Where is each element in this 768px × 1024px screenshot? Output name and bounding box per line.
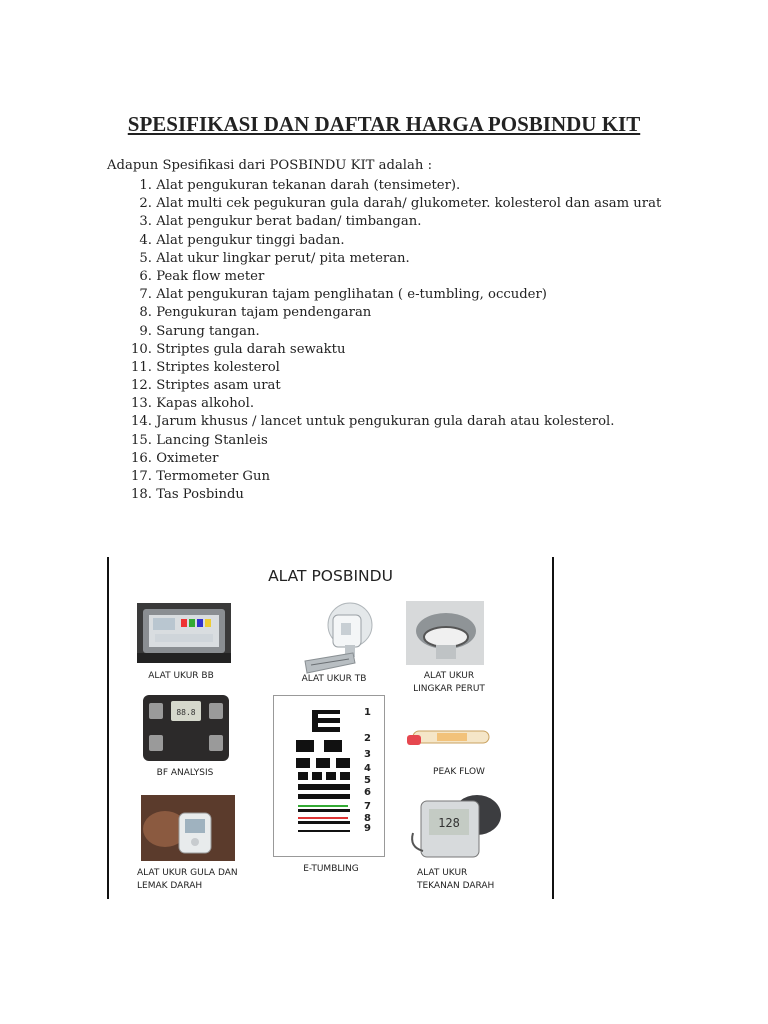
spec-item-text: Striptes asam urat [156, 378, 281, 394]
spec-item [107, 450, 661, 468]
e-tumbling-row-number: 1 [364, 707, 371, 718]
e-tumbling-row-number: 4 [364, 763, 371, 774]
waist-tape-photo [406, 601, 484, 665]
e-tumbling-row-number: 8 [364, 813, 371, 824]
label-lingkar-line2: LINGKAR PERUT [413, 684, 485, 694]
label-lingkar-line1: ALAT UKUR [423, 671, 475, 681]
spec-item-number: 15. [131, 432, 152, 448]
document-title: SPESIFIKASI DAN DAFTAR HARGA POSBINDU KIT [127, 112, 641, 136]
spec-item-text: Alat pengukuran tekanan darah (tensimeter). [156, 178, 461, 193]
label-gula-line2: LEMAK DARAH [137, 881, 203, 891]
spec-item-text: Oximeter [156, 450, 219, 466]
height-meter-photo [295, 601, 381, 675]
peak-flow-photo [407, 717, 493, 757]
spec-item-text: Termometer Gun [156, 469, 270, 484]
spec-item-text: Tas Posbindu [156, 487, 244, 503]
spec-item-text: Peak flow meter [156, 268, 265, 284]
label-tekanan-darah [417, 867, 517, 893]
label-gula-darah [137, 867, 249, 893]
spec-item-number: 6. [139, 268, 152, 284]
spec-item [107, 286, 661, 304]
spec-item-number: 10. [131, 341, 152, 357]
spec-item [107, 304, 661, 322]
spec-list [107, 177, 661, 504]
spec-item [107, 232, 661, 250]
label-peak-flow: PEAK FLOW [433, 767, 485, 777]
spec-item-number: 12. [131, 378, 152, 394]
spec-item-number: 8. [139, 305, 152, 321]
e-tumbling-row-number: 5 [364, 775, 371, 786]
spec-item [107, 432, 661, 450]
spec-item [107, 486, 661, 504]
spec-item [107, 413, 661, 431]
spec-item-number: 13. [131, 396, 152, 412]
spec-item [107, 359, 661, 377]
intro-text: Adapun Spesifikasi dari POSBINDU KIT adalah : [107, 158, 433, 173]
e-tumbling-row-number: 3 [364, 749, 371, 760]
spec-item-number: 14. [131, 414, 152, 430]
posbindu-figure [107, 557, 554, 899]
spec-item [107, 323, 661, 341]
spec-item [107, 250, 661, 268]
figure-title: ALAT POSBINDU [268, 567, 393, 585]
spec-item-number: 2. [139, 196, 152, 212]
spec-item [107, 468, 661, 486]
spec-item [107, 195, 661, 213]
spec-item-text: Alat multi cek pegukuran gula darah/ glukometer. kolesterol dan asam urat [156, 196, 662, 212]
spec-item-text: Alat pengukur berat badan/ timbangan. [156, 214, 422, 230]
spec-item-number: 1. [139, 178, 152, 193]
e-tumbling-row-number: 7 [364, 801, 371, 812]
spec-item-number: 16. [131, 450, 152, 466]
label-alat-ukur-bb: ALAT UKUR BB [148, 671, 214, 681]
spec-item [107, 377, 661, 395]
spec-item-text: Striptes kolesterol [156, 359, 280, 375]
label-tekanan-line2: TEKANAN DARAH [417, 881, 495, 891]
spec-item-text: Striptes gula darah sewaktu [156, 341, 346, 357]
svg-text:88.8: 88.8 [176, 708, 196, 717]
spec-item [107, 395, 661, 413]
spec-item-number: 5. [139, 250, 152, 266]
label-bf-analysis: BF ANALYSIS [156, 768, 214, 778]
spec-item-text: Pengukuran tajam pendengaran [156, 305, 372, 321]
weight-scale-photo [137, 603, 231, 663]
label-lingkar-perut [399, 670, 499, 696]
spec-item-text: Alat pengukuran tajam penglihatan ( e-tumbling, occuder) [156, 287, 547, 303]
spec-item-text: Kapas alkohol. [156, 396, 255, 412]
e-tumbling-row-number: 6 [364, 787, 371, 798]
label-tekanan-line1: ALAT UKUR [417, 868, 468, 878]
glucose-meter-photo [141, 795, 235, 861]
blood-pressure-monitor-photo [407, 787, 503, 863]
spec-item-number: 18. [131, 487, 152, 503]
spec-item-text: Sarung tangan. [156, 323, 260, 339]
spec-item [107, 341, 661, 359]
spec-item-text: Alat ukur lingkar perut/ pita meteran. [156, 250, 410, 266]
spec-item-number: 7. [139, 287, 152, 303]
spec-item-number: 11. [131, 359, 152, 375]
spec-item-number: 17. [131, 469, 152, 484]
spec-item-number: 3. [139, 214, 152, 230]
spec-item [107, 268, 661, 286]
e-tumbling-row-number: 2 [364, 733, 371, 744]
svg-text:128: 128 [438, 816, 460, 830]
label-alat-ukur-tb: ALAT UKUR TB [301, 674, 367, 684]
bf-analysis-photo [143, 695, 229, 761]
spec-item-number: 9. [139, 323, 152, 339]
label-e-tumbling: E-TUMBLING [303, 864, 359, 874]
spec-item-text: Jarum khusus / lancet untuk pengukuran gula darah atau kolesterol. [156, 414, 615, 430]
spec-item-text: Alat pengukur tinggi badan. [156, 232, 345, 248]
label-gula-line1: ALAT UKUR GULA DAN [137, 868, 238, 878]
spec-item-number: 4. [139, 232, 152, 248]
spec-item [107, 213, 661, 231]
spec-item-text: Lancing Stanleis [156, 432, 268, 448]
e-tumbling-row-number: 9 [364, 823, 371, 834]
spec-item [107, 177, 661, 195]
